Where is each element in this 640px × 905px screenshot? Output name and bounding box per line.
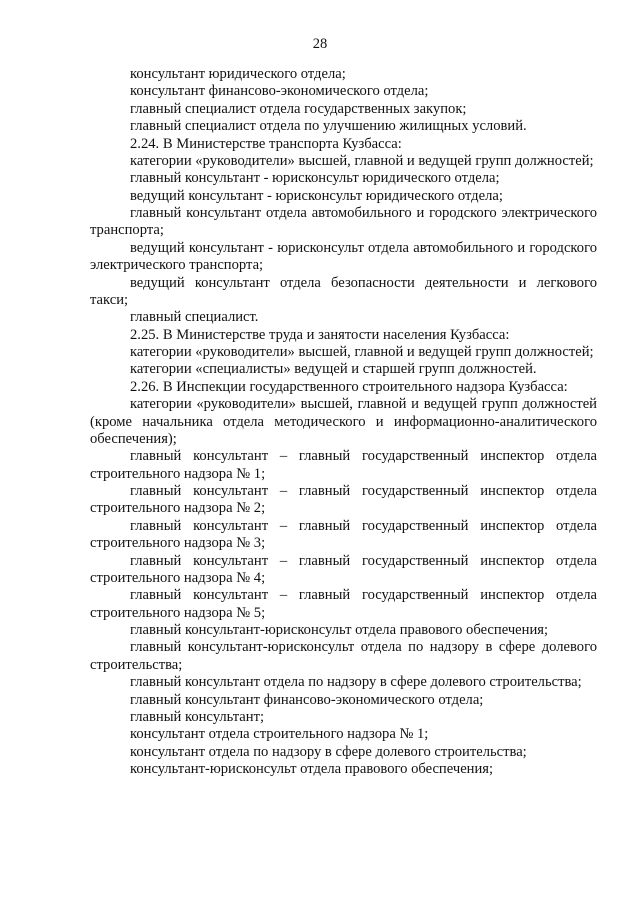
- paragraph: категории «специалисты» ведущей и старшей групп должностей.: [130, 361, 537, 378]
- paragraph: главный консультант – главный государственный инспектор отдела строительного надзора № 4;: [90, 552, 597, 586]
- paragraph: главный консультант – главный государственный инспектор отдела строительного надзора № 5;: [90, 587, 597, 621]
- paragraph: главный консультант – главный государственный инспектор отдела строительного надзора № 3;: [90, 517, 597, 552]
- paragraph: главный специалист.: [130, 309, 259, 326]
- paragraph: главный консультант-юрисконсульт отдела правового обеспечения;: [130, 622, 549, 638]
- paragraph: главный консультант финансово-экономического отдела;: [130, 691, 484, 708]
- paragraph: главный консультант отдела автомобильного и городского электрического транспорта;: [90, 205, 597, 239]
- paragraph: консультант юридического отдела;: [130, 66, 346, 82]
- paragraph: главный консультант - юрисконсульт юридического отдела;: [130, 170, 500, 187]
- paragraph: главный консультант – главный государственный инспектор отдела строительного надзора № 1;: [90, 448, 597, 482]
- paragraph: категории «руководители» высшей, главной и ведущей групп должностей;: [130, 344, 594, 360]
- paragraph: ведущий консультант - юрисконсульт отдела автомобильного и городского электрического транспорта;: [90, 239, 597, 274]
- paragraph: главный консультант;: [130, 708, 265, 725]
- paragraph: главный консультант отдела по надзору в сфере долевого строительства;: [130, 674, 582, 691]
- paragraph: консультант финансово-экономического отдела;: [130, 83, 429, 100]
- document-body: [90, 66, 597, 778]
- paragraph: ведущий консультант - юрисконсульт юридического отдела;: [130, 187, 503, 204]
- page-number: 28: [312, 36, 328, 52]
- paragraph: 2.24. В Министерстве транспорта Кузбасса:: [130, 135, 402, 152]
- paragraph: главный консультант-юрисконсульт отдела по надзору в сфере долевого строительства;: [90, 639, 597, 673]
- paragraph: консультант отдела по надзору в сфере долевого строительства;: [130, 743, 527, 760]
- paragraph: категории «руководители» высшей, главной и ведущей групп должностей;: [130, 152, 594, 169]
- paragraph: главный специалист отдела по улучшению жилищных условий.: [130, 118, 527, 135]
- paragraph: 2.25. В Министерстве труда и занятости населения Кузбасса:: [130, 326, 510, 343]
- paragraph: консультант-юрисконсульт отдела правового обеспечения;: [130, 761, 494, 777]
- paragraph: главный специалист отдела государственных закупок;: [130, 100, 467, 117]
- paragraph: ведущий консультант отдела безопасности деятельности и легкового такси;: [90, 274, 597, 308]
- paragraph: 2.26. В Инспекции государственного строительного надзора Кузбасса:: [130, 378, 568, 395]
- paragraph: категории «руководители» высшей, главной и ведущей групп должностей (кроме начальника отдела методического и информационно-аналитического обеспечения);: [90, 396, 597, 447]
- paragraph: главный консультант – главный государственный инспектор отдела строительного надзора № 2;: [90, 483, 597, 517]
- paragraph: консультант отдела строительного надзора № 1;: [130, 726, 429, 743]
